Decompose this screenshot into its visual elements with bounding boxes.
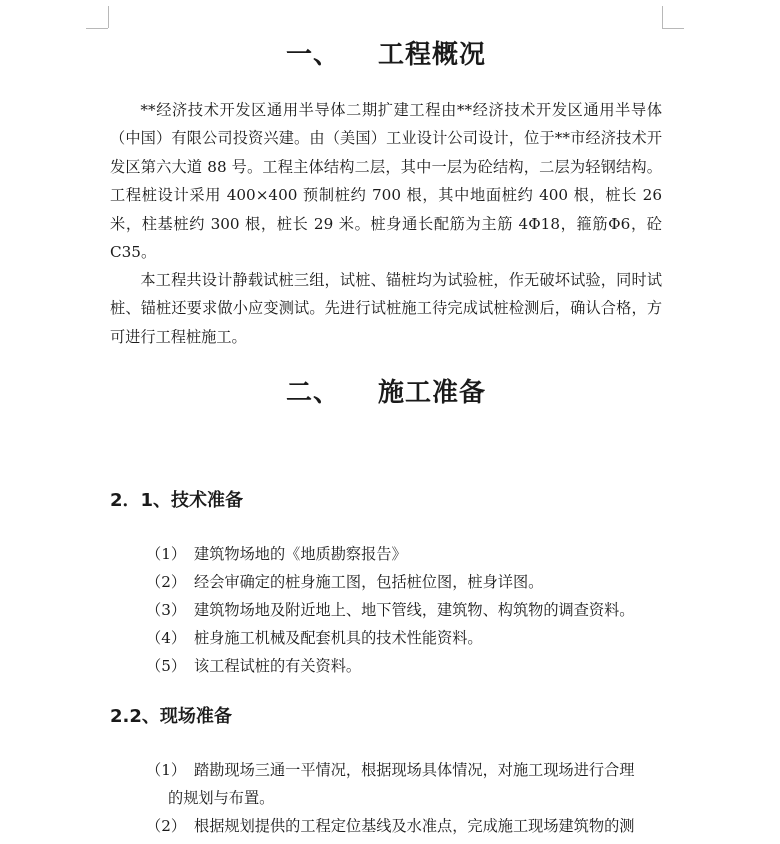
list-marker: （2） bbox=[146, 573, 187, 591]
section-number: 二、 bbox=[285, 378, 340, 408]
list-item bbox=[146, 812, 666, 840]
section-title: 工程概况 bbox=[378, 40, 487, 70]
list-text: 建筑物场地及附近地上、地下管线，建筑物、构筑物的调查资料。 bbox=[194, 601, 635, 619]
subsection-heading: 2．1、技术准备 bbox=[110, 490, 244, 511]
list-text: 踏勘现场三通一平情况，根据现场具体情况，对施工现场进行合理 bbox=[194, 761, 635, 779]
list-item bbox=[146, 756, 666, 784]
list-marker: （5） bbox=[146, 657, 187, 675]
list-item bbox=[146, 652, 666, 680]
body-paragraph: **经济技术开发区通用半导体二期扩建工程由**经济技术开发区通用半导体（中国）有限公司投资兴建。由（美国）工业设计公司设计，位于**市经济技术开发区第六大道 88 号。工程主体结构二层，其中一层为砼结构，二层为轻钢结构。工程桩设计采用 400×400 预制桩约 700 根，其中地面桩约 400 根，桩长 26 米，柱基桩约 300 根，桩长 29 米。桩身通长配筋为主筋 4Φ18，箍筋Φ6，砼 C35。 bbox=[110, 101, 662, 262]
list-text: 经会审确定的桩身施工图，包括桩位图，桩身详图。 bbox=[194, 573, 544, 591]
section-number: 一、 bbox=[285, 40, 340, 70]
list-marker: （1） bbox=[146, 545, 187, 563]
list-item bbox=[146, 540, 666, 568]
section-heading bbox=[110, 34, 662, 71]
section-heading bbox=[110, 372, 662, 409]
list-item-continuation: 的规划与布置。 bbox=[168, 789, 275, 807]
crop-mark bbox=[662, 28, 684, 29]
list-text: 该工程试桩的有关资料。 bbox=[194, 657, 362, 675]
list-item bbox=[146, 624, 666, 652]
list-item bbox=[146, 596, 666, 624]
list-marker: （3） bbox=[146, 601, 187, 619]
list-text: 桩身施工机械及配套机具的技术性能资料。 bbox=[194, 629, 483, 647]
list-marker: （2） bbox=[146, 817, 187, 835]
body-paragraph: 本工程共设计静载试桩三组，试桩、锚桩均为试验桩，作无破坏试验，同时试桩、锚桩还要求做小应变测试。先进行试桩施工待完成试桩检测后，确认合格，方可进行工程桩施工。 bbox=[110, 271, 662, 346]
list-marker: （1） bbox=[146, 761, 187, 779]
crop-mark bbox=[86, 28, 108, 29]
section-title: 施工准备 bbox=[378, 378, 487, 408]
crop-mark bbox=[108, 6, 109, 28]
list-text: 根据规划提供的工程定位基线及水准点，完成施工现场建筑物的测 bbox=[194, 817, 635, 835]
list-text: 建筑物场地的《地质勘察报告》 bbox=[194, 545, 407, 563]
crop-mark bbox=[662, 6, 663, 28]
subsection-heading: 2.2、现场准备 bbox=[110, 706, 232, 727]
list-item bbox=[146, 568, 666, 596]
list-marker: （4） bbox=[146, 629, 187, 647]
